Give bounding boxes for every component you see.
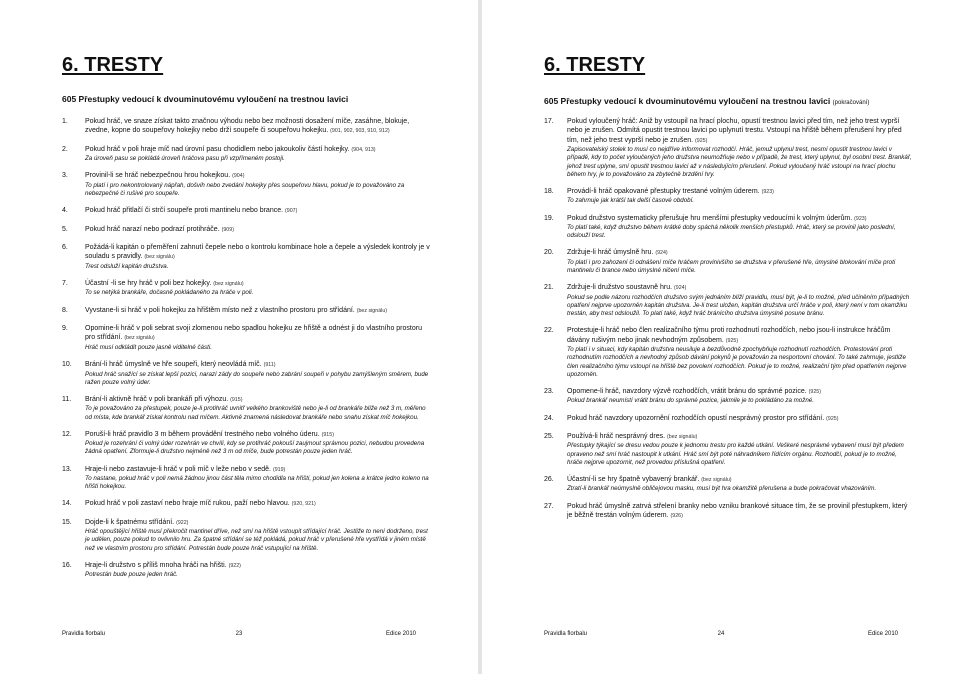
rule-text-line: [85, 206, 430, 216]
rule-text: Hraje-li nebo zastavuje-li hráč v poli míč v leže nebo v sedě.: [85, 465, 271, 473]
rule-comment: Hráč opouštějící hřiště musí překročit mantinel dříve, než smí na hřiště vstoupit střídající hráč. Jestliže to není dodrženo, trest je udělen, pouze pokud to ovlivnilo hru. Za špatné střídání se též pokládá, pokud hráč v přerušené hře vystřídá v jiném místě než ve vlastním prostoru pro střídání. Potrestán bude pouze hráč vstupující na hřiště.: [85, 528, 428, 552]
rule-text-line: [85, 465, 430, 475]
rule-body: [567, 502, 914, 522]
rule-comment: To platí i v situaci, kdy kapitán družstva neusiluje a bezdůvodně zpochybňuje rozhodnutí rozhodčích. Protestování proti rozhodnutím rozhodčích a nevhodný způsob dávání pokynů je považován za nesportovní chování. To také zahrnuje, jestliže člen realizačního týmu vstoupí na hřiště bez povolení rozhodčích. Pokud je to možné, realizační tým před opatřením nejprve upozorněn.: [567, 346, 907, 378]
rule-item: [544, 502, 914, 522]
rule-text: Pokud hráč narazí nebo podrazí protihráče.: [85, 225, 220, 233]
rule-item: [62, 243, 430, 271]
rule-body: [85, 306, 430, 316]
rule-body: [85, 225, 430, 235]
rule-text: Dojde-li k špatnému střídání.: [85, 518, 175, 526]
rule-text-line: [567, 214, 914, 224]
rule-body: [85, 360, 430, 387]
rule-body: [85, 561, 430, 580]
rule-number: 10.: [62, 361, 72, 369]
left-page: [0, 0, 478, 674]
rule-item: [544, 414, 914, 424]
rule-text-line: [85, 243, 430, 263]
rule-item: [62, 206, 430, 216]
rule-text: Pokud družstvo systematicky přerušuje hru menšími přestupky vedoucími k volným úderům.: [567, 214, 853, 222]
rule-body: [567, 326, 914, 379]
rule-number: 24.: [544, 414, 554, 422]
rule-reference: (bez signálu): [667, 433, 698, 440]
rule-body: [567, 432, 914, 467]
footer-edition: Edice 2010: [385, 631, 416, 637]
rule-text: Požádá-li kapitán o přeměření zahnutí čepele nebo o kontrolu kombinace hole a čepele a výsledek kontroly je v souladu s pravidly.: [85, 244, 430, 261]
rule-item: [544, 475, 914, 494]
rule-number: 23.: [544, 387, 554, 395]
rule-text-line: [567, 387, 914, 397]
rule-number: 14.: [62, 500, 72, 508]
rule-text-line: [567, 283, 914, 293]
rule-text-line: [567, 502, 914, 522]
rule-text: Pokud hráč přitlačí či strčí soupeře proti mantinelu nebo brance.: [85, 207, 284, 215]
rule-item: [544, 387, 914, 406]
rule-text: Pokud hráč, ve snaze získat takto značnou výhodu nebo bez možnosti dosažení míče, zasáhne, blokuje, zvedne, kopne do soupeřovy hokejky nebo drží soupeře či soupeřovu hokejku.: [85, 118, 410, 135]
rule-reference: (923): [761, 189, 774, 196]
rule-text-line: [85, 430, 430, 440]
rule-comment: Potrestán bude pouze jeden hráč.: [85, 571, 178, 579]
rule-item: [62, 518, 430, 553]
rule-reference: (bez signálu): [701, 476, 732, 483]
rule-body: [85, 171, 430, 198]
rule-comment: To zahrnuje jak krátší tak delší časové období.: [567, 197, 695, 205]
rule-reference: (915): [230, 396, 243, 403]
rule-number: 12.: [62, 430, 72, 438]
rule-comment: Pokud brankář neumístí vrátit bránu do správné pozice, jakmile je to pokládáno za možné.: [567, 397, 814, 405]
rule-text: Pokud hráč úmyslně zatrvá střelení branky nebo vzniku brankové situace tím, že se provinil přestupkem, který je běžně trestán volným úderem.: [567, 502, 908, 519]
rule-number: 26.: [544, 475, 554, 483]
rule-number: 9.: [62, 325, 68, 333]
right-page: [482, 0, 960, 674]
rule-number: 11.: [62, 395, 72, 403]
rule-number: 25.: [544, 432, 554, 440]
rule-body: [85, 243, 430, 271]
rule-reference: (925): [826, 415, 839, 422]
rule-comment: Hráč musí odkládit pouze jasně viditelné části.: [85, 343, 212, 351]
rule-body: [567, 414, 914, 424]
rule-text: Účastní -li se hry hráč v poli bez hokejky.: [85, 280, 212, 288]
footer-title: Pravidla florbalu: [544, 631, 588, 637]
rule-reference: (907): [285, 208, 298, 215]
rule-body: [567, 387, 914, 406]
rule-item: [62, 561, 430, 580]
rule-comment: To platí i pro zahození či odnášení míče hráčem provinivšího se družstva v přerušené hře, úmyslné blokování míče proti mantinelu či brance nebo úmyslné ničení míče.: [567, 258, 896, 275]
footer-edition: Edice 2010: [867, 631, 898, 637]
rule-reference: (925): [808, 388, 821, 395]
rule-text-line: [567, 414, 914, 424]
rule-text: Pokud hráč v poli hraje míč nad úrovní pasu chodidlem nebo jakoukoliv částí hokejky.: [85, 145, 350, 153]
rule-reference: (904): [232, 173, 245, 180]
rule-text: Pokud vyloučený hráč: Aniž by vstoupil na hrací plochu, opustí trestnou lavici před tím, než jeho trest vyprší nebo je zrušen. Odmítá opustit trestnou lavici po uplynutí trestu. Vstoupí na hřiště během přerušení hry před tím, než jeho trest vyprší nebo je zrušen.: [567, 118, 902, 144]
page-footer: [62, 631, 416, 641]
rule-item: [62, 306, 430, 316]
rule-item: [544, 283, 914, 318]
rule-number: 27.: [544, 502, 554, 510]
rule-body: [85, 206, 430, 216]
rule-text-line: [85, 117, 430, 137]
rule-text-line: [85, 306, 430, 316]
rule-comment: To nastane, pokud hráč v poli nemá žádnou jinou část těla mimo chodidla na hřišti, pokud jen kolena a krátce jedno koleno na hřišti hokejkou.: [85, 474, 429, 491]
rule-text-line: [85, 225, 430, 235]
rule-text-line: [85, 561, 430, 571]
chapter-heading: 6. TRESTY: [62, 54, 164, 76]
rule-body: [85, 117, 430, 137]
rules-list: [544, 117, 914, 529]
rule-body: [567, 248, 914, 275]
rule-item: [62, 499, 430, 509]
rule-text-line: [85, 324, 430, 344]
rule-number: 7.: [62, 280, 68, 288]
page-footer: [544, 631, 898, 641]
rule-body: [85, 324, 430, 352]
rule-comment: To platí také, když družstvo během krátké doby spáchá několik menších přestupků. Hráč, který se provinil jako poslední, odslouží trest.: [567, 224, 896, 240]
rule-body: [567, 475, 914, 494]
section-note: (pokračování): [832, 100, 870, 106]
rule-number: 6.: [62, 244, 68, 252]
rule-comment: Přestupky týkající se dresu vedou pouze k jednomu trestu pro každé utkání. Veškeré nesprávné vybavení musí být předem opraveno než smí hráč nastoupit k utkání. Hráč smí být poté náhradníkem řídícím orgánu. Rozhodčí, pokud je to možné, hráče nejprve upozornit, než provedou příslušná opatření.: [567, 442, 904, 466]
rule-text: Účastní-li se hry špatně vybavený brankář.: [567, 475, 700, 483]
rule-body: [85, 430, 430, 457]
rule-body: [85, 465, 430, 492]
rule-text-line: [567, 475, 914, 485]
rule-item: [62, 360, 430, 387]
rule-comment: Trest odsluží kapitán družstva.: [85, 262, 169, 270]
rule-item: [544, 326, 914, 379]
section-heading: 605 Přestupky vedoucí k dvouminutovému vyloučení na trestnou lavici (pokračování): [544, 96, 870, 106]
rule-number: 21.: [544, 284, 554, 292]
rule-number: 20.: [544, 249, 554, 257]
rule-text-line: [567, 248, 914, 258]
rule-reference: (bez signálu): [124, 335, 155, 342]
rule-text: Zdržuje-li hráč úmyslně hru.: [567, 249, 654, 257]
rule-reference: (926): [670, 512, 683, 519]
rule-item: [62, 395, 430, 422]
rule-comment: To platí i pro nekontrolovaný nápřah, došvih nebo zvedání hokejky přes soupeřovu hlavu, pokud je to považováno za nebezpečné či rušivé pro soupeře.: [85, 181, 405, 198]
rule-item: [544, 117, 914, 179]
rule-reference: (911): [263, 362, 276, 369]
rule-text: Opomine-li hráč v poli sebrat svoji zlomenou nebo spadlou hokejku ze hřiště a odnést ji do vlastního prostoru pro střídání.: [85, 325, 422, 342]
rule-number: 22.: [544, 327, 554, 335]
rule-body: [567, 214, 914, 241]
rule-comment: To je považováno za přestupek, pouze je-li protihráč uvnitř velkého brankoviště nebo je-li od brankáře blíže než 3 m, měřeno od místa, kde brankář získal kontrolu nad míčem. Aktivně znamená následovat brankáře nebo snahu získat míč hokejkou.: [85, 405, 426, 421]
rule-text-line: [85, 279, 430, 289]
rule-number: 4.: [62, 207, 68, 215]
rule-reference: (bez signálu): [144, 254, 175, 261]
rule-reference: (bez signálu): [213, 281, 244, 288]
rule-text-line: [85, 171, 430, 181]
rule-reference: (922): [176, 519, 189, 526]
rule-number: 15.: [62, 518, 72, 526]
rule-item: [544, 432, 914, 467]
rule-number: 13.: [62, 465, 72, 473]
rule-text-line: [85, 360, 430, 370]
rule-item: [62, 171, 430, 198]
rule-body: [85, 145, 430, 164]
rule-reference: (904, 913): [351, 146, 376, 153]
rule-number: 17.: [544, 118, 554, 125]
rule-item: [544, 248, 914, 275]
rule-text-line: [85, 518, 430, 528]
rule-item: [62, 145, 430, 164]
rule-item: [62, 465, 430, 492]
rule-reference: (925): [725, 337, 739, 344]
rule-text: Brání-li aktivně hráč v poli brankáři při výhozu.: [85, 395, 229, 403]
rule-text: Provinil-li se hráč nebezpečnou hrou hokejkou.: [85, 172, 231, 180]
rule-number: 2.: [62, 145, 68, 153]
rule-text: Používá-li hráč nesprávný dres.: [567, 432, 666, 440]
rule-reference: (922): [228, 562, 241, 569]
rule-number: 5.: [62, 225, 68, 233]
rule-text-line: [85, 395, 430, 405]
rule-text: Provádí-li hráč opakované přestupky trestané volným úderem.: [567, 188, 760, 196]
rule-text-line: [567, 117, 914, 146]
rule-reference: (bez signálu): [356, 307, 388, 314]
rule-item: [62, 324, 430, 352]
rule-text: Brání-li hráč úmyslně ve hře soupeři, který neovládá míč.: [85, 361, 262, 369]
rule-number: 18.: [544, 188, 554, 196]
rule-comment: Pokud je rozehrání či volný úder rozehrán ve chvíli, kdy se protihráč pokouší zaujmout správnou pozici, nebudou provedena žádná opatření. Zformuje-li družstvo nejméně než 3 m od míče, bude potrestán pouze jeden hráč.: [85, 440, 425, 456]
rules-list: [62, 117, 430, 587]
rule-reference: (924): [655, 250, 668, 257]
rule-body: [85, 499, 430, 509]
rule-item: [62, 117, 430, 137]
rule-text: Poruší-li hráč pravidlo 3 m během provádění trestného nebo volného úderu.: [85, 430, 320, 438]
rule-text-line: [567, 187, 914, 197]
rule-text: Zdržuje-li družstvo soustavně hru.: [567, 284, 673, 292]
rule-text: Protestuje-li hráč nebo člen realizačního týmu proti rozhodnutí rozhodčích, nebo jsou-li instrukce hráčům dávány rušivým nebo jinak nevhodným způsobem.: [567, 327, 891, 344]
rule-reference: (920, 921): [291, 501, 316, 508]
rule-text: Opomene-li hráč, navzdory výzvě rozhodčích, vrátit bránu do správné pozice.: [567, 387, 807, 395]
footer-title: Pravidla florbalu: [62, 631, 106, 637]
rule-text-line: [85, 499, 430, 509]
rule-reference: (915): [321, 431, 334, 438]
rule-reference: (924): [674, 285, 687, 292]
rule-comment: To se netýká brankáře, dočasně pokládaného za hráče v poli.: [85, 289, 254, 297]
rule-text-line: [567, 432, 914, 442]
rule-item: [62, 430, 430, 457]
rule-item: [62, 279, 430, 298]
rule-reference: (909): [221, 226, 234, 233]
rule-body: [85, 279, 430, 298]
chapter-heading: 6. TRESTY: [544, 54, 646, 76]
page-number: 23: [235, 631, 243, 637]
rule-comment: Pokud hráč snažící se získat lepší pozici, narazí zády do soupeře nebo zabrání soupeři v pohybu zamýšleným směrem, bude ražen pouze volný úder.: [85, 370, 429, 386]
rule-text: Pokud hráč navzdory upozornění rozhodčích opustí nesprávný prostor pro střídání.: [567, 414, 825, 422]
rule-text: Pokud hráč v poli zastaví nebo hraje míč rukou, paží nebo hlavou.: [85, 500, 290, 508]
rule-comment: Za úroveň pasu se pokládá úroveň hráčova pasu při vzpřímeném postoji.: [85, 155, 285, 163]
rule-item: [62, 225, 430, 235]
rule-item: [544, 214, 914, 241]
rule-text-line: [85, 145, 430, 155]
rule-reference: (919): [272, 466, 286, 473]
section-heading: 605 Přestupky vedoucí k dvouminutovému vyloučení na trestnou lavici: [62, 94, 349, 104]
rule-text-line: [567, 326, 914, 346]
page-number: 24: [717, 631, 725, 637]
rule-number: 16.: [62, 561, 72, 569]
rule-reference: (923): [854, 215, 867, 222]
rule-body: [85, 518, 430, 553]
rule-item: [544, 187, 914, 206]
rule-number: 1.: [62, 118, 68, 125]
rule-text: Hraje-li družstvo s příliš mnoha hráči na hřišti.: [85, 561, 227, 569]
rule-body: [85, 395, 430, 422]
rule-body: [567, 283, 914, 318]
rule-number: 19.: [544, 214, 554, 222]
rule-comment: Zapisovatelský stolek to musí co nejdříve informovat rozhodčí. Hráč, jemuž uplynul trest, nesmí opustit trestnou lavici v případě, kdy to počet vyloučených jeho družstva neumožňuje nebo v případě, že trest, který uplynul, byl osobní trest. Brankář, jehož trest uplyne, smí opustit trestnou lavici až v následujícím přerušení. Pokud vyloučený hráč vstoupí na hrací plochu během hry, je to považováno za zbytečně brzdění hry.: [567, 146, 912, 178]
rule-number: 3.: [62, 172, 68, 180]
rule-body: [567, 117, 914, 179]
rule-comment: Pokud se podle názoru rozhodčích družstvo svým jednáním blíží pravidlu, musí být, je-li to možné, před učiněním případných opatření nejprve upozorněn kapitán družstva. Je-li trest uložen, kapitán družstva určí hráče v poli, který není v tom okamžiku trestán, aby trest odsloužil. To platí také, když hráč bránícího družstva úmyslně posune bránu.: [567, 293, 910, 318]
rule-reference: (925): [695, 137, 708, 144]
rule-body: [567, 187, 914, 206]
rule-reference: (901, 902, 903, 910, 912): [330, 128, 390, 135]
rule-comment: Ztratí-li brankář neúmyslně obličejovou masku, musí být hra okamžitě přerušena a bude pokračovat vhazováním.: [567, 485, 877, 493]
rule-number: 8.: [62, 306, 68, 314]
rule-text: Vyvstane-li si hráč v poli hokejku za hřištěm místo než z vlastního prostoru pro střídání.: [85, 306, 355, 314]
